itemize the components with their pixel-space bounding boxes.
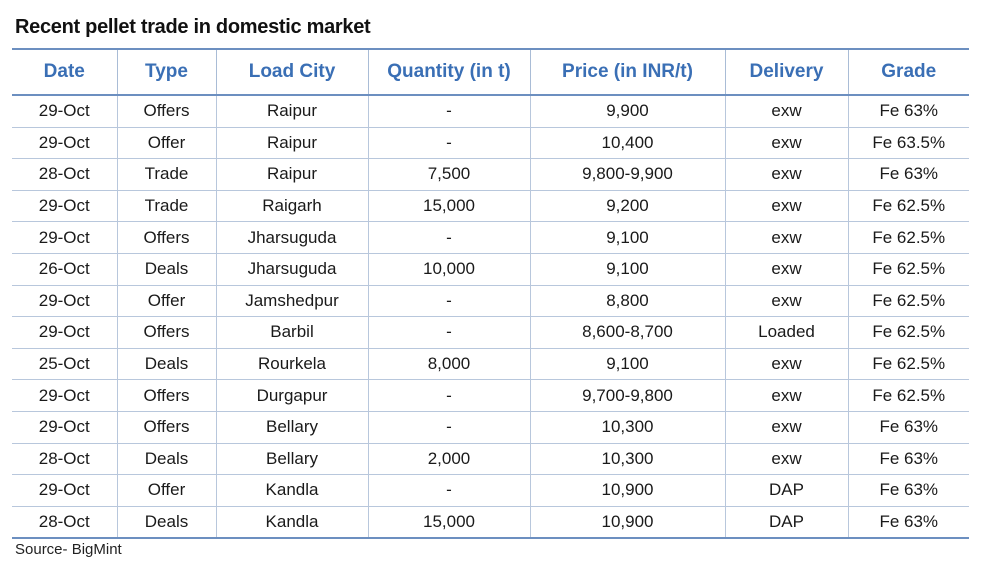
type-cell: Trade <box>117 159 216 191</box>
price-cell: 10,300 <box>530 443 725 475</box>
quantity-cell: - <box>368 475 530 507</box>
table-row <box>12 95 969 127</box>
table-row <box>12 506 969 538</box>
price-cell: 10,300 <box>530 411 725 443</box>
price-cell: 10,900 <box>530 506 725 538</box>
date-cell: 29-Oct <box>12 222 117 254</box>
grade-cell: Fe 62.5% <box>848 348 969 380</box>
grade-cell: Fe 63% <box>848 159 969 191</box>
delivery-cell: exw <box>725 190 848 222</box>
grade-cell: Fe 62.5% <box>848 253 969 285</box>
quantity-cell: - <box>368 222 530 254</box>
date-cell: 29-Oct <box>12 95 117 127</box>
price-cell: 8,600-8,700 <box>530 317 725 349</box>
table-row <box>12 127 969 159</box>
date-cell: 28-Oct <box>12 443 117 475</box>
column-header-load-city: Load City <box>216 49 368 95</box>
type-cell: Offer <box>117 127 216 159</box>
quantity-cell: - <box>368 380 530 412</box>
type-cell: Offer <box>117 475 216 507</box>
column-header-type: Type <box>117 49 216 95</box>
delivery-cell: exw <box>725 348 848 380</box>
quantity-cell: 15,000 <box>368 506 530 538</box>
table-row <box>12 443 969 475</box>
grade-cell: Fe 63.5% <box>848 127 969 159</box>
delivery-cell: exw <box>725 411 848 443</box>
type-cell: Offers <box>117 317 216 349</box>
load-city-cell: Durgapur <box>216 380 368 412</box>
delivery-cell: exw <box>725 222 848 254</box>
pellet-trade-table <box>12 48 969 539</box>
date-cell: 29-Oct <box>12 285 117 317</box>
grade-cell: Fe 62.5% <box>848 285 969 317</box>
date-cell: 29-Oct <box>12 127 117 159</box>
grade-cell: Fe 62.5% <box>848 190 969 222</box>
quantity-cell: - <box>368 317 530 349</box>
delivery-cell: exw <box>725 380 848 412</box>
price-cell: 9,100 <box>530 253 725 285</box>
delivery-cell: Loaded <box>725 317 848 349</box>
table-row <box>12 253 969 285</box>
column-header-price: Price (in INR/t) <box>530 49 725 95</box>
load-city-cell: Jamshedpur <box>216 285 368 317</box>
table-body <box>12 95 969 538</box>
table-header-row <box>12 49 969 95</box>
date-cell: 29-Oct <box>12 475 117 507</box>
date-cell: 29-Oct <box>12 411 117 443</box>
column-header-delivery: Delivery <box>725 49 848 95</box>
price-cell: 10,400 <box>530 127 725 159</box>
price-cell: 9,200 <box>530 190 725 222</box>
date-cell: 29-Oct <box>12 380 117 412</box>
table-row <box>12 285 969 317</box>
grade-cell: Fe 62.5% <box>848 222 969 254</box>
date-cell: 28-Oct <box>12 506 117 538</box>
load-city-cell: Kandla <box>216 475 368 507</box>
type-cell: Offers <box>117 222 216 254</box>
quantity-cell: 2,000 <box>368 443 530 475</box>
grade-cell: Fe 62.5% <box>848 380 969 412</box>
type-cell: Deals <box>117 443 216 475</box>
type-cell: Deals <box>117 348 216 380</box>
grade-cell: Fe 62.5% <box>848 317 969 349</box>
table-row <box>12 348 969 380</box>
column-header-grade: Grade <box>848 49 969 95</box>
grade-cell: Fe 63% <box>848 95 969 127</box>
price-cell: 9,700-9,800 <box>530 380 725 412</box>
type-cell: Offers <box>117 411 216 443</box>
quantity-cell: - <box>368 285 530 317</box>
table-row <box>12 190 969 222</box>
date-cell: 29-Oct <box>12 190 117 222</box>
column-header-date: Date <box>12 49 117 95</box>
table-title: Recent pellet trade in domestic market <box>15 16 371 38</box>
price-cell: 9,100 <box>530 222 725 254</box>
price-cell: 9,900 <box>530 95 725 127</box>
date-cell: 25-Oct <box>12 348 117 380</box>
load-city-cell: Jharsuguda <box>216 253 368 285</box>
date-cell: 26-Oct <box>12 253 117 285</box>
type-cell: Trade <box>117 190 216 222</box>
quantity-cell: - <box>368 411 530 443</box>
load-city-cell: Raipur <box>216 159 368 191</box>
type-cell: Offer <box>117 285 216 317</box>
grade-cell: Fe 63% <box>848 506 969 538</box>
load-city-cell: Kandla <box>216 506 368 538</box>
source-note: Source- BigMint <box>15 541 122 558</box>
type-cell: Offers <box>117 380 216 412</box>
load-city-cell: Bellary <box>216 411 368 443</box>
price-cell: 9,100 <box>530 348 725 380</box>
load-city-cell: Bellary <box>216 443 368 475</box>
delivery-cell: exw <box>725 443 848 475</box>
delivery-cell: exw <box>725 253 848 285</box>
price-cell: 9,800-9,900 <box>530 159 725 191</box>
grade-cell: Fe 63% <box>848 475 969 507</box>
column-header-quantity: Quantity (in t) <box>368 49 530 95</box>
price-cell: 10,900 <box>530 475 725 507</box>
load-city-cell: Raipur <box>216 127 368 159</box>
quantity-cell: - <box>368 95 530 127</box>
table-row <box>12 411 969 443</box>
load-city-cell: Raigarh <box>216 190 368 222</box>
grade-cell: Fe 63% <box>848 443 969 475</box>
table-row <box>12 317 969 349</box>
quantity-cell: 10,000 <box>368 253 530 285</box>
load-city-cell: Raipur <box>216 95 368 127</box>
delivery-cell: exw <box>725 95 848 127</box>
quantity-cell: 8,000 <box>368 348 530 380</box>
delivery-cell: exw <box>725 127 848 159</box>
quantity-cell: 7,500 <box>368 159 530 191</box>
grade-cell: Fe 63% <box>848 411 969 443</box>
type-cell: Deals <box>117 253 216 285</box>
table-row <box>12 475 969 507</box>
table-row <box>12 380 969 412</box>
quantity-cell: 15,000 <box>368 190 530 222</box>
date-cell: 28-Oct <box>12 159 117 191</box>
delivery-cell: DAP <box>725 475 848 507</box>
load-city-cell: Jharsuguda <box>216 222 368 254</box>
table-row <box>12 159 969 191</box>
load-city-cell: Rourkela <box>216 348 368 380</box>
table-row <box>12 222 969 254</box>
date-cell: 29-Oct <box>12 317 117 349</box>
price-cell: 8,800 <box>530 285 725 317</box>
type-cell: Offers <box>117 95 216 127</box>
load-city-cell: Barbil <box>216 317 368 349</box>
delivery-cell: exw <box>725 285 848 317</box>
delivery-cell: exw <box>725 159 848 191</box>
quantity-cell: - <box>368 127 530 159</box>
type-cell: Deals <box>117 506 216 538</box>
delivery-cell: DAP <box>725 506 848 538</box>
